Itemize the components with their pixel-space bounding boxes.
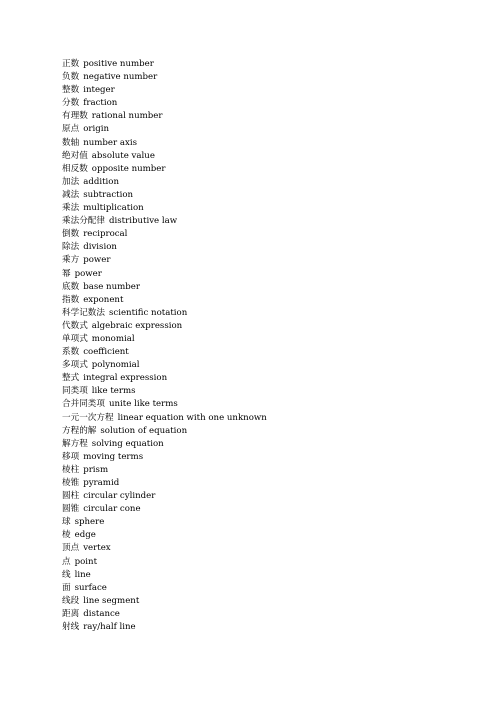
term-chinese: 相反数 xyxy=(62,163,88,174)
term-chinese: 幂 xyxy=(62,268,71,279)
term-chinese: 正数 xyxy=(62,59,80,69)
term-chinese: 代数式 xyxy=(62,320,88,331)
term-english: like terms xyxy=(91,386,136,397)
term-chinese: 解方程 xyxy=(62,438,88,449)
term-chinese: 系数 xyxy=(62,347,80,358)
term-english: coefficient xyxy=(83,347,129,358)
term-chinese: 方程的解 xyxy=(62,425,97,436)
term-english: origin xyxy=(83,124,110,135)
glossary-entry xyxy=(62,268,267,281)
term-english: distributive law xyxy=(108,216,178,227)
term-english: absolute value xyxy=(91,150,155,161)
term-chinese: 加法 xyxy=(62,176,80,187)
term-english: power xyxy=(83,255,111,266)
term-chinese: 倒数 xyxy=(62,229,80,240)
glossary-entry xyxy=(62,451,267,464)
term-chinese: 移项 xyxy=(62,451,80,462)
term-english: negative number xyxy=(83,72,158,83)
glossary-entry xyxy=(62,163,267,176)
term-chinese: 棱锥 xyxy=(62,478,80,488)
term-chinese: 整数 xyxy=(62,85,80,96)
term-chinese: 乘法 xyxy=(62,203,80,214)
glossary-entry xyxy=(62,137,267,150)
glossary-entry xyxy=(62,503,267,516)
term-chinese: 乘法分配律 xyxy=(62,216,105,227)
glossary-entry xyxy=(62,189,267,202)
glossary-entry xyxy=(62,385,267,398)
term-english: prism xyxy=(83,464,109,475)
glossary-entry xyxy=(62,150,267,163)
term-english: solving equation xyxy=(91,438,164,449)
term-chinese: 棱柱 xyxy=(62,464,80,475)
term-english: integer xyxy=(83,85,115,96)
term-english: reciprocal xyxy=(83,229,128,240)
glossary-entry xyxy=(62,346,267,359)
glossary-entry xyxy=(62,215,267,228)
term-english: distance xyxy=(83,608,120,619)
term-chinese: 负数 xyxy=(62,72,80,83)
term-english: circular cylinder xyxy=(83,491,156,502)
term-chinese: 多项式 xyxy=(62,360,88,371)
term-english: number axis xyxy=(83,137,137,148)
term-english: positive number xyxy=(83,59,154,69)
glossary-entry xyxy=(62,595,267,608)
glossary-entry xyxy=(62,398,267,411)
term-chinese: 科学记数法 xyxy=(62,307,105,318)
glossary-entry xyxy=(62,608,267,621)
term-chinese: 底数 xyxy=(62,281,80,292)
term-chinese: 原点 xyxy=(62,124,80,135)
term-chinese: 乘方 xyxy=(62,255,80,266)
glossary-entry xyxy=(62,412,267,425)
term-chinese: 合并同类项 xyxy=(62,399,105,410)
term-chinese: 一元一次方程 xyxy=(62,412,114,423)
glossary-entry xyxy=(62,84,267,97)
term-english: exponent xyxy=(83,294,124,305)
glossary-entry xyxy=(62,228,267,241)
glossary-entry xyxy=(62,71,267,84)
glossary-entry xyxy=(62,307,267,320)
term-chinese: 距离 xyxy=(62,608,80,619)
term-english: solution of equation xyxy=(100,425,188,436)
glossary-entry xyxy=(62,202,267,215)
glossary-entry xyxy=(62,110,267,123)
glossary-entry xyxy=(62,333,267,346)
term-english: line xyxy=(74,569,91,580)
term-english: circular cone xyxy=(83,504,141,515)
term-chinese: 球 xyxy=(62,517,71,528)
glossary-entry xyxy=(62,569,267,582)
term-chinese: 绝对值 xyxy=(62,150,88,161)
term-chinese: 线 xyxy=(62,569,71,580)
glossary-entry xyxy=(62,582,267,595)
term-english: surface xyxy=(74,582,107,593)
term-chinese: 射线 xyxy=(62,622,80,633)
glossary-entry xyxy=(62,477,267,490)
term-chinese: 指数 xyxy=(62,294,80,305)
glossary-entry xyxy=(62,176,267,189)
glossary-list xyxy=(62,58,267,634)
term-chinese: 面 xyxy=(62,582,71,593)
term-english: ray/half line xyxy=(83,622,136,633)
term-chinese: 有理数 xyxy=(62,111,88,122)
glossary-entry xyxy=(62,529,267,542)
term-chinese: 线段 xyxy=(62,595,80,606)
term-english: edge xyxy=(74,530,96,541)
term-chinese: 单项式 xyxy=(62,333,88,344)
glossary-entry xyxy=(62,359,267,372)
term-chinese: 除法 xyxy=(62,242,80,253)
glossary-entry xyxy=(62,241,267,254)
glossary-entry xyxy=(62,254,267,267)
term-english: subtraction xyxy=(83,189,134,200)
term-english: base number xyxy=(83,281,140,292)
term-english: sphere xyxy=(74,517,105,528)
term-english: polynomial xyxy=(91,360,140,371)
term-english: monomial xyxy=(91,333,135,344)
glossary-entry xyxy=(62,281,267,294)
term-chinese: 顶点 xyxy=(62,543,80,554)
term-chinese: 分数 xyxy=(62,98,80,109)
glossary-entry xyxy=(62,542,267,555)
term-chinese: 棱 xyxy=(62,530,71,541)
term-english: moving terms xyxy=(83,451,144,462)
term-english: power xyxy=(74,268,102,279)
glossary-entry xyxy=(62,556,267,569)
term-english: division xyxy=(83,242,117,253)
glossary-entry xyxy=(62,438,267,451)
term-english: point xyxy=(74,556,98,567)
glossary-entry xyxy=(62,490,267,503)
term-english: rational number xyxy=(91,111,163,122)
term-english: unite like terms xyxy=(108,399,178,410)
term-chinese: 圆锥 xyxy=(62,504,80,515)
glossary-entry xyxy=(62,320,267,333)
term-english: algebraic expression xyxy=(91,320,183,331)
term-english: integral expression xyxy=(83,373,168,384)
glossary-entry xyxy=(62,97,267,110)
glossary-entry xyxy=(62,294,267,307)
glossary-entry xyxy=(62,464,267,477)
term-english: scientific notation xyxy=(108,307,188,318)
term-english: opposite number xyxy=(91,163,166,174)
glossary-entry xyxy=(62,123,267,136)
term-english: pyramid xyxy=(83,478,120,488)
glossary-entry xyxy=(62,621,267,634)
term-chinese: 点 xyxy=(62,556,71,567)
term-chinese: 减法 xyxy=(62,189,80,200)
glossary-entry xyxy=(62,425,267,438)
term-chinese: 同类项 xyxy=(62,386,88,397)
glossary-entry xyxy=(62,372,267,385)
term-english: multiplication xyxy=(83,203,144,214)
glossary-entry xyxy=(62,516,267,529)
term-english: line segment xyxy=(83,595,140,606)
term-english: addition xyxy=(83,176,119,187)
term-english: fraction xyxy=(83,98,118,109)
term-english: vertex xyxy=(83,543,111,554)
term-english: linear equation with one unknown xyxy=(117,412,267,423)
glossary-entry xyxy=(62,58,267,71)
term-chinese: 数轴 xyxy=(62,137,80,148)
term-chinese: 整式 xyxy=(62,373,80,384)
term-chinese: 圆柱 xyxy=(62,491,80,502)
